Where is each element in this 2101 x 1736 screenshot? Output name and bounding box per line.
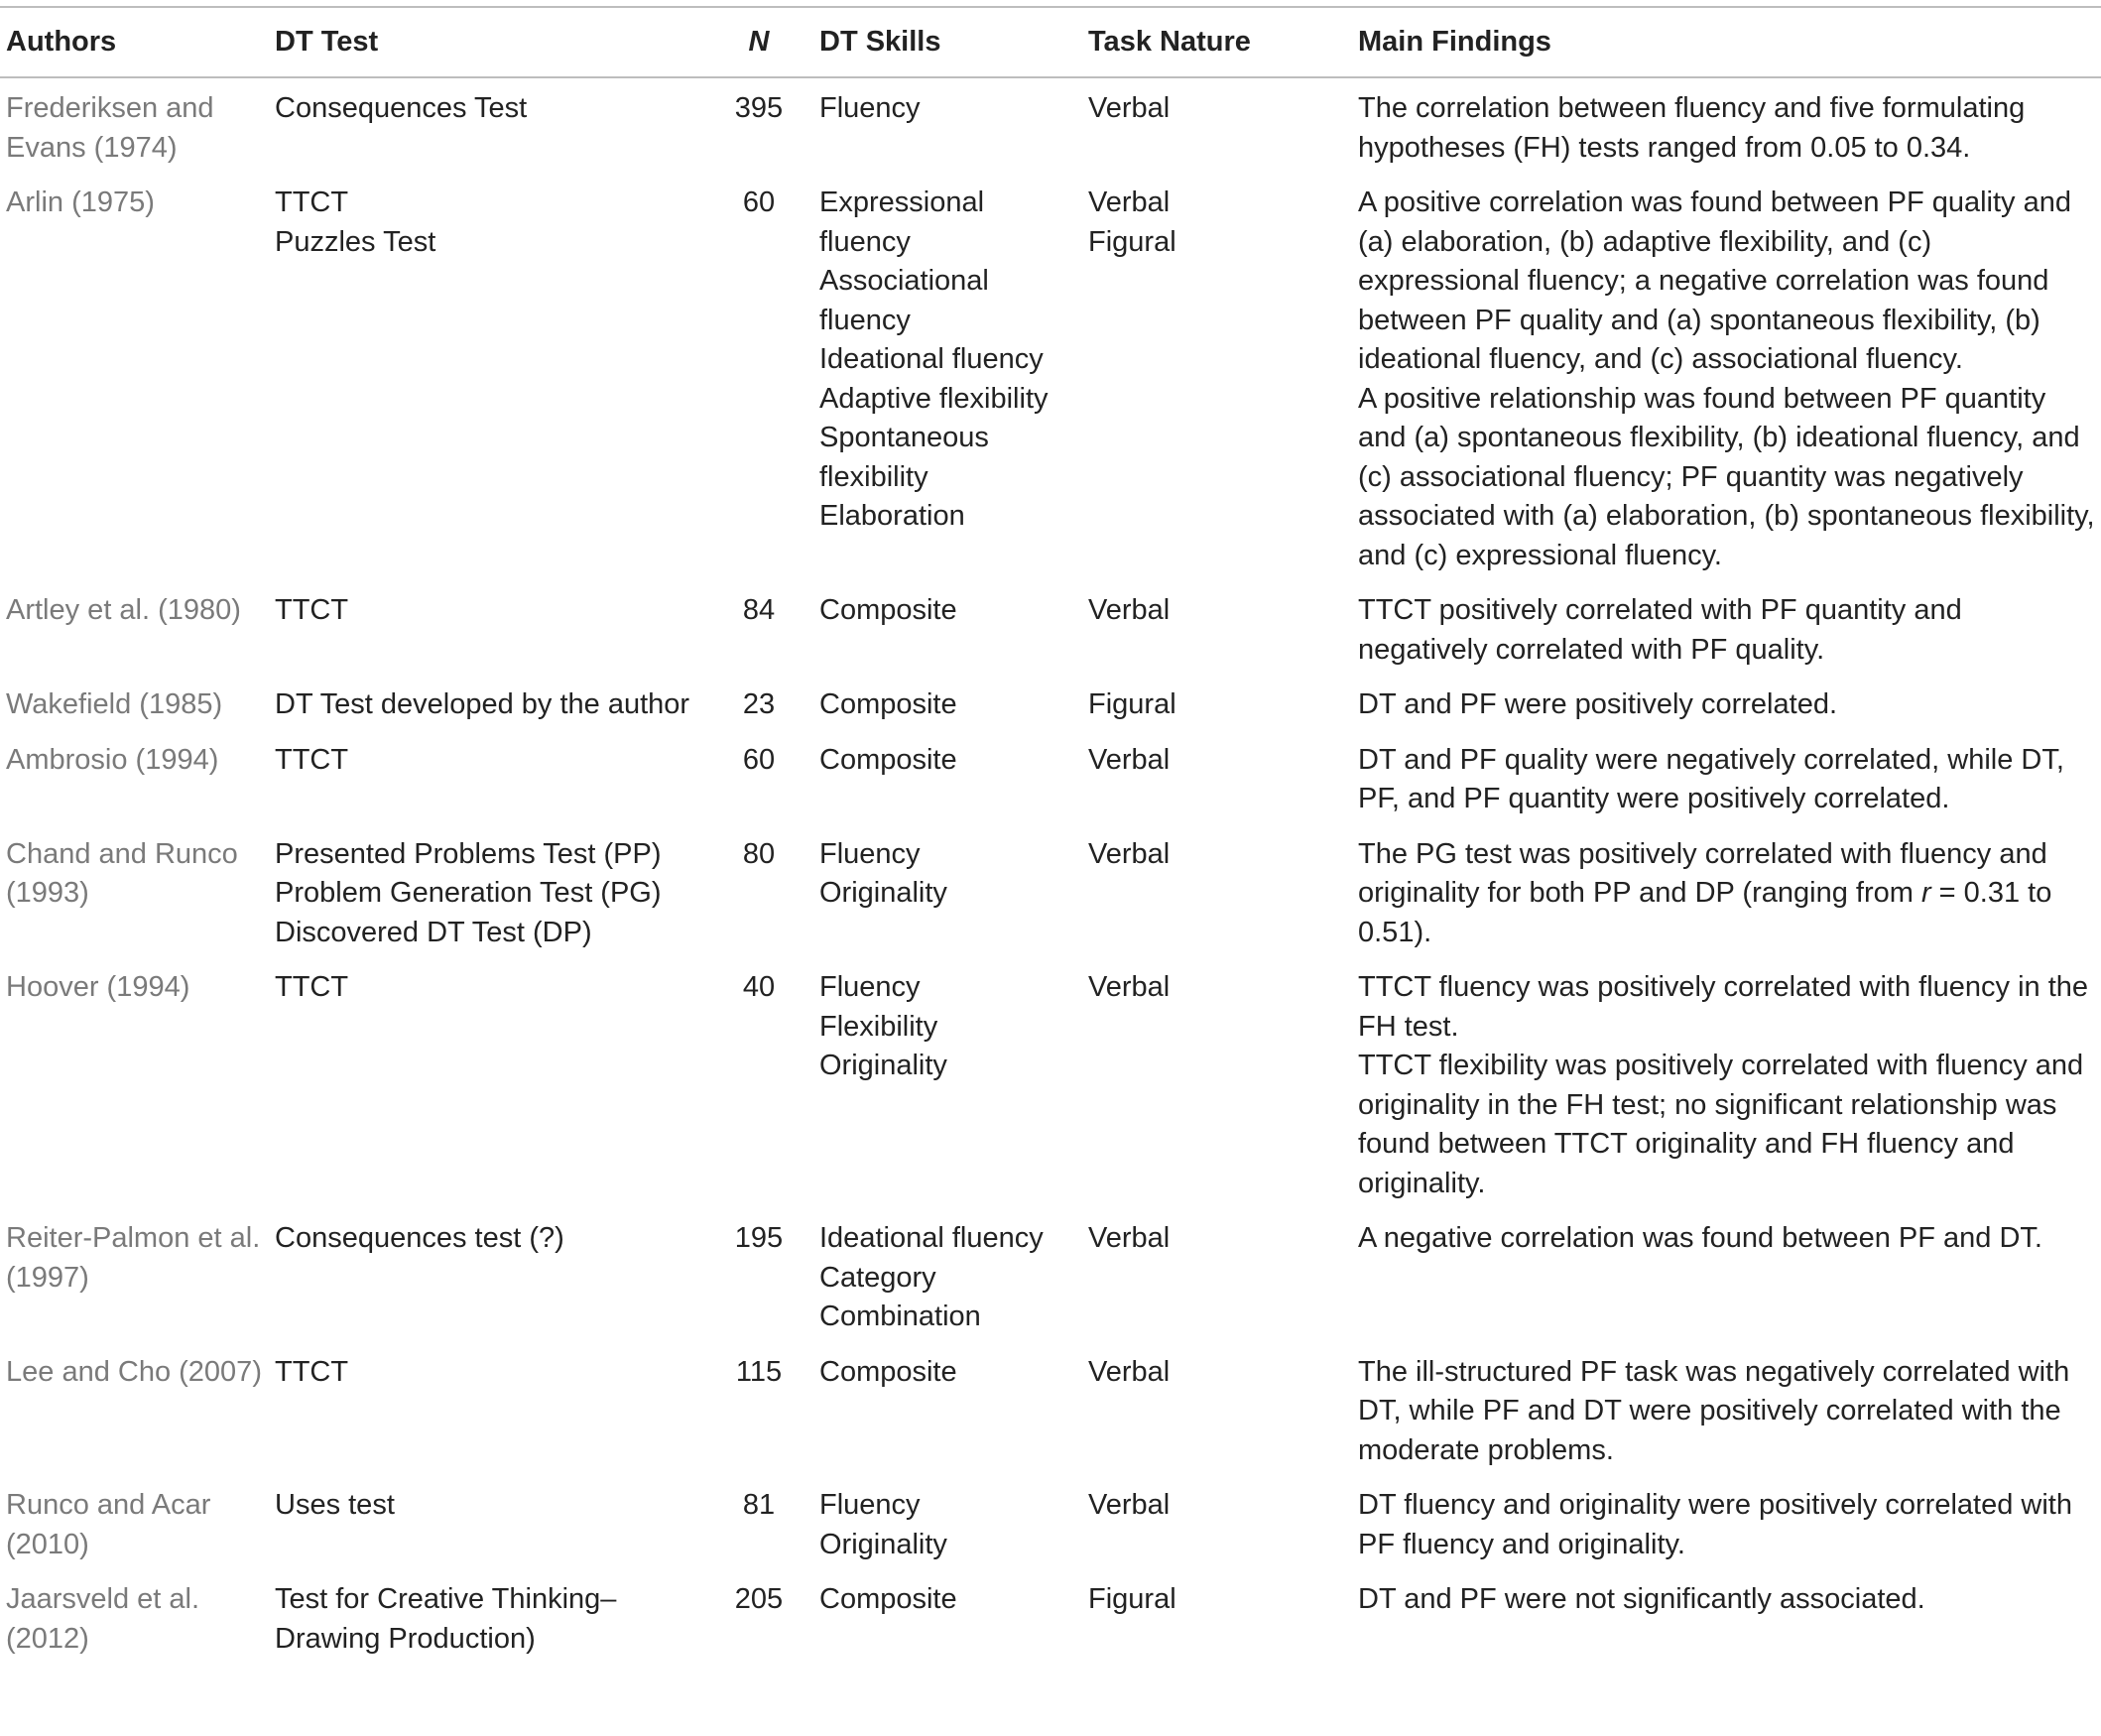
- dt-test-item: Discovered DT Test (DP): [275, 916, 592, 948]
- cell-task-nature: [1082, 957, 1352, 1208]
- cell-n: 84: [742, 594, 776, 626]
- dt-skill-item: Originality: [819, 1050, 947, 1081]
- cell-dt-test: [269, 1342, 704, 1476]
- finding-paragraph: TTCT positively correlated with PF quantity and negatively correlated with PF quality.: [1358, 594, 1962, 666]
- table-row: [0, 1208, 2101, 1342]
- task-nature-item: Figural: [1088, 688, 1176, 720]
- cell-n: 395: [734, 92, 784, 124]
- cell-authors: Hoover (1994): [6, 971, 190, 1003]
- header-main-findings: Main Findings: [1352, 7, 2101, 77]
- header-authors: Authors: [0, 7, 269, 77]
- finding-paragraph: TTCT flexibility was positively correlated with fluency and originality in the FH test; no significant relationship was found between TTCT originality and FH fluency and originality.: [1358, 1050, 2084, 1199]
- dt-test-item: TTCT: [275, 1355, 349, 1388]
- cell-dt-test: [269, 1208, 704, 1342]
- dt-skill-item: Spontaneous flexibility: [819, 422, 989, 493]
- task-nature-item: Figural: [1088, 1583, 1176, 1615]
- header-row: [0, 7, 2101, 77]
- cell-dt-skills: [813, 1342, 1082, 1476]
- table-row: [0, 1569, 2101, 1664]
- task-nature-item: Verbal: [1088, 1489, 1171, 1521]
- cell-authors: Arlin (1975): [6, 186, 155, 218]
- task-nature-item: Verbal: [1088, 594, 1171, 626]
- dt-skill-item: Composite: [819, 743, 957, 776]
- dt-skill-item: Fluency: [819, 971, 921, 1003]
- cell-dt-skills: [813, 730, 1082, 824]
- cell-dt-skills: [813, 1569, 1082, 1664]
- finding-paragraph: The correlation between fluency and five formulating hypotheses (FH) tests ranged from 0.05 to 0.34.: [1358, 92, 2026, 164]
- cell-dt-test: [269, 173, 704, 580]
- task-nature-item: Figural: [1088, 225, 1176, 258]
- cell-main-findings: [1352, 173, 2101, 580]
- table-row: [0, 730, 2101, 824]
- dt-test-item: TTCT: [275, 594, 349, 626]
- cell-task-nature: [1082, 1208, 1352, 1342]
- table-row: [0, 173, 2101, 580]
- cell-dt-test: [269, 77, 704, 173]
- cell-dt-skills: [813, 675, 1082, 730]
- dt-skill-item: Elaboration: [819, 500, 965, 532]
- table-row: [0, 1342, 2101, 1476]
- cell-main-findings: [1352, 824, 2101, 958]
- dt-skill-item: Composite: [819, 594, 957, 626]
- findings-table: [0, 6, 2101, 1664]
- dt-skill-item: Expressional fluency: [819, 186, 985, 258]
- finding-paragraph: DT and PF quality were negatively correlated, while DT, PF, and PF quantity were positively correlated.: [1358, 743, 2064, 814]
- dt-skill-item: Adaptive flexibility: [819, 382, 1049, 415]
- cell-authors: Artley et al. (1980): [6, 594, 241, 626]
- cell-dt-test: [269, 1569, 704, 1664]
- dt-test-item: Consequences test (?): [275, 1222, 564, 1254]
- table-row: [0, 77, 2101, 173]
- cell-authors: Wakefield (1985): [6, 688, 223, 720]
- task-nature-item: Verbal: [1088, 971, 1171, 1003]
- cell-dt-skills: [813, 77, 1082, 173]
- cell-task-nature: [1082, 1569, 1352, 1664]
- dt-test-item: TTCT: [275, 743, 349, 776]
- cell-main-findings: [1352, 580, 2101, 675]
- cell-task-nature: [1082, 1342, 1352, 1476]
- cell-dt-skills: [813, 173, 1082, 580]
- dt-skill-item: Ideational fluency: [819, 1222, 1044, 1254]
- cell-n: 195: [734, 1222, 784, 1254]
- cell-authors: Frederiksen and Evans (1974): [6, 92, 214, 164]
- cell-dt-skills: [813, 580, 1082, 675]
- cell-dt-skills: [813, 1475, 1082, 1569]
- cell-main-findings: [1352, 77, 2101, 173]
- dt-skill-item: Fluency: [819, 837, 921, 870]
- dt-skill-item: Ideational fluency: [819, 343, 1044, 375]
- dt-test-item: Uses test: [275, 1489, 395, 1521]
- cell-dt-test: [269, 730, 704, 824]
- cell-authors: Reiter-Palmon et al. (1997): [6, 1222, 261, 1294]
- table-row: [0, 1475, 2101, 1569]
- findings-table-container: [0, 6, 2101, 1664]
- table-row: [0, 580, 2101, 675]
- cell-dt-skills: [813, 824, 1082, 958]
- table-row: [0, 957, 2101, 1208]
- cell-main-findings: [1352, 730, 2101, 824]
- cell-dt-test: [269, 675, 704, 730]
- finding-paragraph: A positive correlation was found between PF quality and (a) elaboration, (b) adaptive flexibility, and (c) expressional fluency; a negative correlation was found between PF quality and (a) spontaneous flexibility, (b) ideational fluency, and (c) associational fluency.: [1358, 186, 2071, 375]
- task-nature-item: Verbal: [1088, 92, 1171, 124]
- dt-skill-item: Associational fluency: [819, 265, 989, 336]
- task-nature-item: Verbal: [1088, 743, 1171, 776]
- dt-skill-item: Originality: [819, 877, 947, 909]
- cell-main-findings: [1352, 957, 2101, 1208]
- finding-paragraph: DT and PF were positively correlated.: [1358, 688, 1838, 720]
- task-nature-item: Verbal: [1088, 1222, 1171, 1254]
- task-nature-item: Verbal: [1088, 1355, 1171, 1388]
- cell-dt-skills: [813, 957, 1082, 1208]
- cell-n: 40: [742, 971, 776, 1003]
- header-task-nature: Task Nature: [1082, 7, 1352, 77]
- cell-dt-test: [269, 1475, 704, 1569]
- cell-authors: Ambrosio (1994): [6, 743, 219, 776]
- cell-n: 60: [742, 186, 776, 218]
- dt-test-item: Puzzles Test: [275, 225, 436, 258]
- cell-authors: Chand and Runco (1993): [6, 837, 238, 909]
- dt-test-item: Consequences Test: [275, 92, 528, 124]
- cell-main-findings: [1352, 675, 2101, 730]
- dt-test-item: TTCT: [275, 186, 349, 218]
- cell-task-nature: [1082, 730, 1352, 824]
- cell-main-findings: [1352, 1475, 2101, 1569]
- task-nature-item: Verbal: [1088, 186, 1171, 218]
- dt-skill-item: Originality: [819, 1528, 947, 1560]
- dt-test-item: TTCT: [275, 971, 349, 1003]
- cell-authors: Lee and Cho (2007): [6, 1355, 262, 1388]
- task-nature-item: Verbal: [1088, 837, 1171, 870]
- finding-paragraph: The PG test was positively correlated with fluency and originality for both PP and DP (ranging from r = 0.31 to 0.51).: [1358, 837, 2052, 948]
- dt-test-item: Problem Generation Test (PG): [275, 877, 662, 909]
- dt-test-item: Presented Problems Test (PP): [275, 837, 662, 870]
- dt-skill-item: Composite: [819, 1355, 957, 1388]
- cell-n: 60: [742, 743, 776, 776]
- finding-paragraph: A negative correlation was found between PF and DT.: [1358, 1222, 2042, 1254]
- cell-main-findings: [1352, 1208, 2101, 1342]
- dt-skill-item: Fluency: [819, 92, 921, 124]
- cell-main-findings: [1352, 1569, 2101, 1664]
- finding-paragraph: TTCT fluency was positively correlated with fluency in the FH test.: [1358, 971, 2089, 1043]
- dt-skill-item: Flexibility: [819, 1010, 938, 1043]
- header-dt-skills: DT Skills: [813, 7, 1082, 77]
- finding-paragraph: DT and PF were not significantly associated.: [1358, 1583, 1925, 1615]
- finding-paragraph: The ill-structured PF task was negatively correlated with DT, while PF and DT were positively correlated with the moderate problems.: [1358, 1355, 2070, 1466]
- table-row: [0, 824, 2101, 958]
- cell-task-nature: [1082, 1475, 1352, 1569]
- dt-test-item: Test for Creative Thinking–Drawing Production): [275, 1583, 617, 1655]
- cell-dt-skills: [813, 1208, 1082, 1342]
- dt-skill-item: Composite: [819, 1583, 957, 1615]
- dt-skill-item: Category Combination: [819, 1261, 981, 1332]
- table-body: [0, 77, 2101, 1664]
- dt-skill-item: Fluency: [819, 1489, 921, 1521]
- finding-paragraph: A positive relationship was found between PF quantity and (a) spontaneous flexibility, (b) ideational fluency, and (c) associational fluency; PF quantity was negatively associated with (a) elaboration, (b) spontaneous flexibility, and (c) expressional fluency.: [1358, 382, 2095, 571]
- cell-task-nature: [1082, 173, 1352, 580]
- dt-skill-item: Composite: [819, 688, 957, 720]
- cell-task-nature: [1082, 580, 1352, 675]
- cell-n: 115: [735, 1355, 783, 1388]
- cell-main-findings: [1352, 1342, 2101, 1476]
- cell-authors: Jaarsveld et al. (2012): [6, 1583, 200, 1655]
- cell-task-nature: [1082, 675, 1352, 730]
- cell-task-nature: [1082, 77, 1352, 173]
- dt-test-item: DT Test developed by the author: [275, 688, 690, 720]
- cell-n: 80: [742, 837, 776, 870]
- cell-task-nature: [1082, 824, 1352, 958]
- finding-paragraph: DT fluency and originality were positively correlated with PF fluency and originality.: [1358, 1489, 2072, 1560]
- cell-dt-test: [269, 824, 704, 958]
- cell-dt-test: [269, 957, 704, 1208]
- cell-n: 23: [742, 688, 776, 720]
- cell-authors: Runco and Acar (2010): [6, 1489, 211, 1560]
- table-row: [0, 675, 2101, 730]
- header-n: N: [704, 7, 813, 77]
- cell-n: 205: [734, 1583, 784, 1615]
- header-dt-test: DT Test: [269, 7, 704, 77]
- cell-n: 81: [742, 1489, 776, 1521]
- cell-dt-test: [269, 580, 704, 675]
